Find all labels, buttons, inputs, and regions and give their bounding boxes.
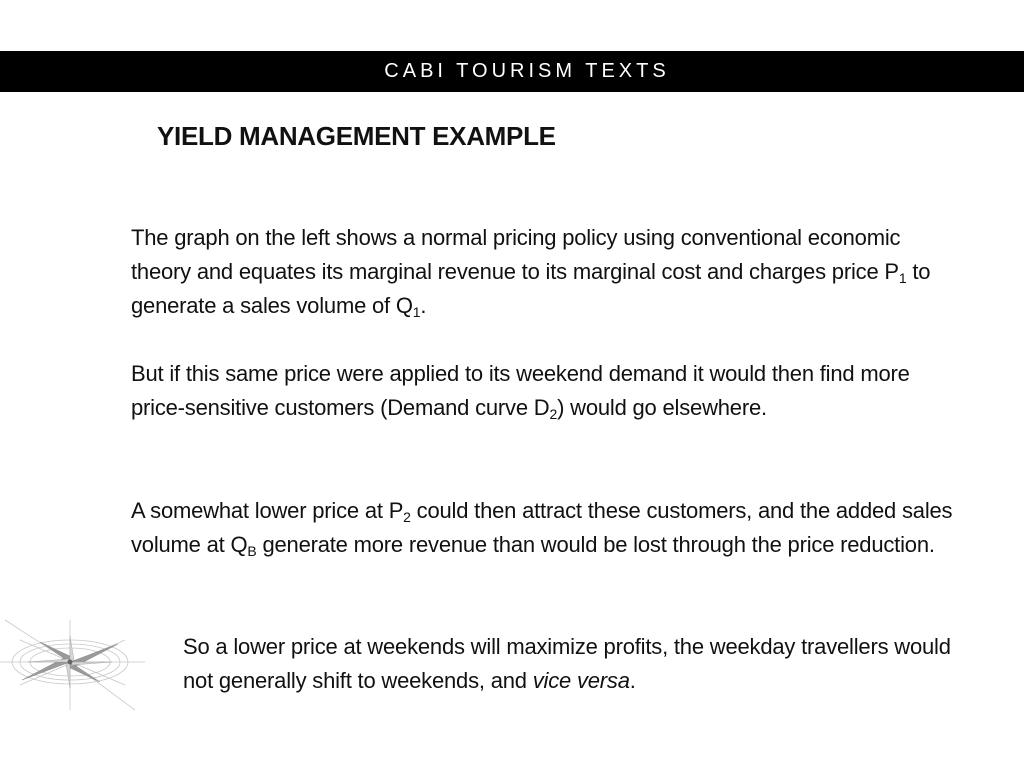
p1-text-c: . — [420, 293, 427, 318]
header-banner — [0, 51, 1024, 92]
p1-text-a: The graph on the left shows a normal pricing policy using conventional economic theory and equates its marginal revenue to its marginal cost and charges price P — [131, 225, 901, 284]
paragraph-lower-price — [131, 494, 961, 562]
p3-text-c: generate more revenue than would be lost through the price reduction. — [256, 532, 935, 557]
paragraph-weekend-demand — [131, 357, 961, 425]
p1-sub-price: 1 — [898, 270, 907, 286]
p2-text-a: But if this same price were applied to its weekend demand it would then find more price-sensitive customers (Demand curve D — [131, 361, 910, 420]
banner-title: CABI TOURISM TEXTS — [384, 60, 670, 82]
paragraph-conclusion — [183, 630, 963, 698]
paragraph-normal-pricing — [131, 221, 961, 323]
slide-title: YIELD MANAGEMENT EXAMPLE — [157, 121, 556, 151]
compass-rose-icon — [0, 600, 150, 740]
p4-italic-vice-versa: vice versa — [532, 668, 630, 693]
p3-text-a: A somewhat lower price at P — [131, 498, 404, 523]
p4-text-b: . — [629, 668, 636, 693]
p3-sub-quantity: B — [247, 543, 257, 559]
p1-text-b: to generate a sales volume of Q — [131, 259, 931, 318]
p1-sub-quantity: 1 — [412, 304, 421, 320]
p3-text-b: could then attract these customers, and the added sales volume at Q — [131, 498, 953, 557]
p3-sub-price: 2 — [403, 509, 411, 525]
p2-text-b: ) would go elsewhere. — [557, 395, 767, 420]
p2-sub-demand: 2 — [549, 406, 558, 422]
p4-text-a: So a lower price at weekends will maximize profits, the weekday travellers would not generally shift to weekends, and — [183, 634, 951, 693]
